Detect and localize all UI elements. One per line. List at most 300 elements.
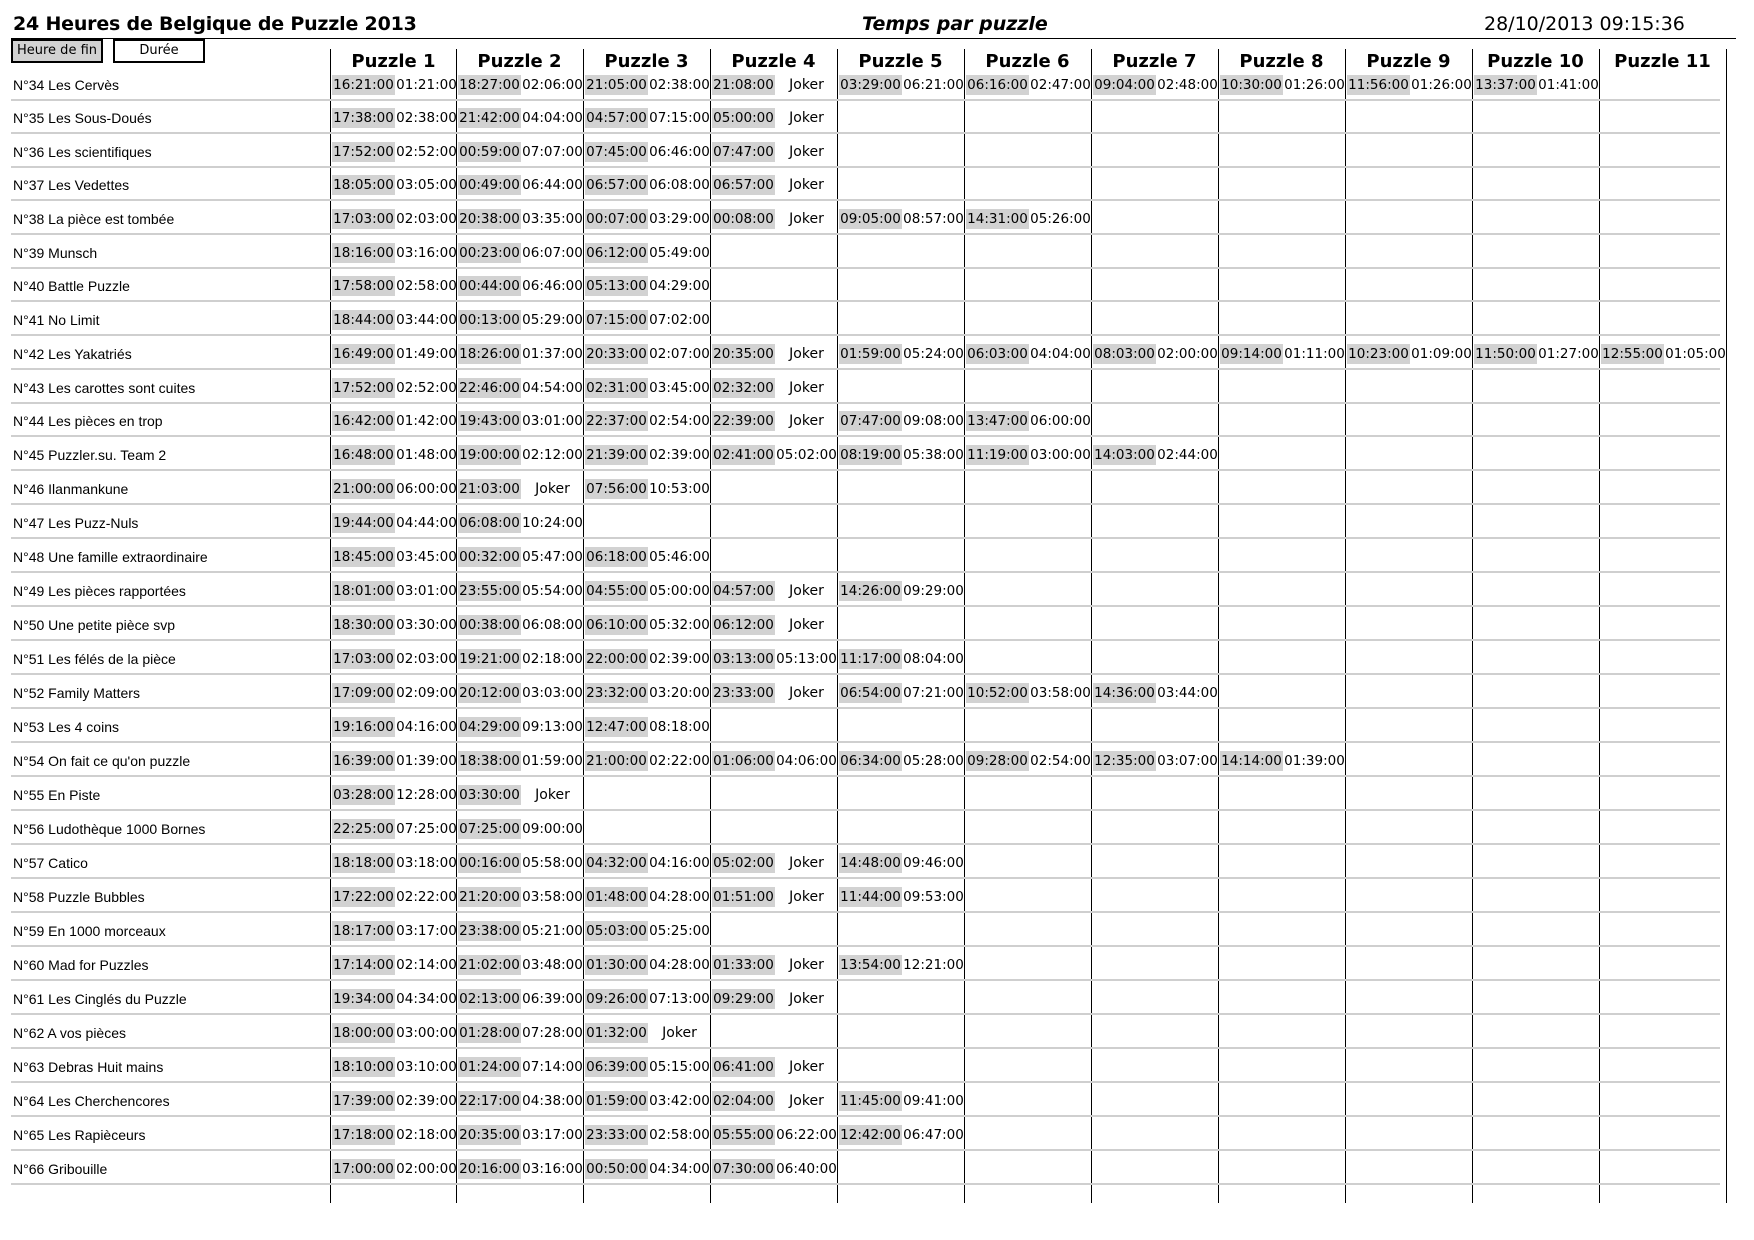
end-time-cell: 00:08:00 — [713, 211, 774, 227]
team-name: N°62 A vos pièces — [13, 1025, 126, 1041]
table-row — [0, 268, 1754, 302]
end-time-cell: 02:41:00 — [713, 447, 774, 463]
table-row — [0, 607, 1754, 641]
page-title: 24 Heures de Belgique de Puzzle 2013 — [13, 13, 417, 35]
end-time-cell: 01:32:00 — [586, 1025, 647, 1041]
joker-cell: Joker — [789, 144, 824, 160]
end-time-cell: 00:50:00 — [586, 1161, 647, 1177]
end-time-cell: 18:45:00 — [333, 549, 394, 565]
team-name: N°46 Ilanmankune — [13, 481, 129, 497]
duration-cell: 02:14:00 — [396, 957, 457, 973]
end-time-cell: 07:15:00 — [586, 312, 647, 328]
duration-cell: 04:16:00 — [396, 719, 457, 735]
column-header: Puzzle 11 — [1614, 51, 1711, 72]
end-time-cell: 03:29:00 — [840, 77, 901, 93]
end-time-cell: 21:00:00 — [586, 753, 647, 769]
duration-cell: 06:22:00 — [776, 1127, 837, 1143]
column-header: Puzzle 6 — [985, 51, 1070, 72]
duration-cell: 05:26:00 — [1030, 211, 1091, 227]
duration-cell: 05:46:00 — [649, 549, 710, 565]
table-row — [0, 709, 1754, 743]
duration-cell: 03:17:00 — [396, 923, 457, 939]
table-row — [0, 879, 1754, 913]
team-name: N°34 Les Cervès — [13, 77, 119, 93]
end-time-cell: 02:13:00 — [459, 991, 520, 1007]
duration-cell: 07:14:00 — [522, 1059, 583, 1075]
end-time-cell: 17:09:00 — [333, 685, 394, 701]
end-time-cell: 03:28:00 — [333, 787, 394, 803]
duration-cell: 05:54:00 — [522, 583, 583, 599]
joker-cell: Joker — [789, 855, 824, 871]
team-name: N°58 Puzzle Bubbles — [13, 889, 145, 905]
end-time-cell: 20:12:00 — [459, 685, 520, 701]
duration-cell: 04:06:00 — [776, 753, 837, 769]
duration-cell: 07:25:00 — [396, 821, 457, 837]
table-row — [0, 1083, 1754, 1117]
end-time-cell: 06:18:00 — [586, 549, 647, 565]
duration-cell: 03:20:00 — [649, 685, 710, 701]
duration-cell: 02:54:00 — [649, 413, 710, 429]
end-time-cell: 05:03:00 — [586, 923, 647, 939]
team-name: N°57 Catico — [13, 855, 88, 871]
team-name: N°45 Puzzler.su. Team 2 — [13, 447, 167, 463]
end-time-cell: 19:16:00 — [333, 719, 394, 735]
duration-cell: 04:44:00 — [396, 515, 457, 531]
duration-cell: 03:17:00 — [522, 1127, 583, 1143]
duration-cell: 02:07:00 — [649, 346, 710, 362]
end-time-cell: 06:12:00 — [586, 245, 647, 261]
end-time-cell: 00:44:00 — [459, 278, 520, 294]
table-row — [0, 845, 1754, 879]
end-time-cell: 02:31:00 — [586, 380, 647, 396]
end-time-cell: 17:38:00 — [333, 110, 394, 126]
end-time-cell: 03:30:00 — [459, 787, 520, 803]
duration-cell: 09:41:00 — [903, 1093, 964, 1109]
end-time-cell: 19:44:00 — [333, 515, 394, 531]
duration-cell: 06:46:00 — [522, 278, 583, 294]
joker-cell: Joker — [789, 110, 824, 126]
end-time-cell: 07:25:00 — [459, 821, 520, 837]
end-time-cell: 16:21:00 — [333, 77, 394, 93]
duration-cell: 03:29:00 — [649, 211, 710, 227]
end-time-cell: 21:42:00 — [459, 110, 520, 126]
team-name: N°35 Les Sous-Doués — [13, 110, 152, 126]
duration-cell: 07:28:00 — [522, 1025, 583, 1041]
duration-cell: 12:28:00 — [396, 787, 457, 803]
joker-cell: Joker — [789, 991, 824, 1007]
table-row — [0, 370, 1754, 404]
end-time-cell: 01:30:00 — [586, 957, 647, 973]
end-time-cell: 00:49:00 — [459, 177, 520, 193]
end-time-cell: 17:52:00 — [333, 380, 394, 396]
end-time-cell: 06:12:00 — [713, 617, 774, 633]
end-time-cell: 01:48:00 — [586, 889, 647, 905]
end-time-cell: 16:39:00 — [333, 753, 394, 769]
duration-cell: 02:58:00 — [396, 278, 457, 294]
table-row — [0, 743, 1754, 777]
end-time-cell: 14:48:00 — [840, 855, 901, 871]
duration-cell: 09:13:00 — [522, 719, 583, 735]
duration-cell: 01:37:00 — [522, 346, 583, 362]
end-time-cell: 18:27:00 — [459, 77, 520, 93]
duration-cell: 03:16:00 — [396, 245, 457, 261]
end-time-cell: 11:56:00 — [1348, 77, 1409, 93]
duration-cell: 08:57:00 — [903, 211, 964, 227]
table-row — [0, 437, 1754, 471]
duration-cell: 02:03:00 — [396, 211, 457, 227]
end-time-cell: 13:37:00 — [1475, 77, 1536, 93]
duration-cell: 09:46:00 — [903, 855, 964, 871]
column-header: Puzzle 8 — [1239, 51, 1324, 72]
team-name: N°49 Les pièces rapportées — [13, 583, 186, 599]
duration-cell: 03:18:00 — [396, 855, 457, 871]
joker-cell: Joker — [789, 957, 824, 973]
end-time-cell: 19:34:00 — [333, 991, 394, 1007]
duration-cell: 06:07:00 — [522, 245, 583, 261]
end-time-cell: 01:59:00 — [586, 1093, 647, 1109]
team-name: N°39 Munsch — [13, 245, 98, 261]
team-name: N°56 Ludothèque 1000 Bornes — [13, 821, 206, 837]
end-time-cell: 09:05:00 — [840, 211, 901, 227]
end-time-cell: 14:03:00 — [1094, 447, 1155, 463]
end-time-cell: 06:54:00 — [840, 685, 901, 701]
table-row — [0, 539, 1754, 573]
table-row — [0, 1049, 1754, 1083]
end-time-cell: 07:47:00 — [840, 413, 901, 429]
end-time-cell: 00:32:00 — [459, 549, 520, 565]
duration-cell: 03:44:00 — [396, 312, 457, 328]
duration-cell: 02:03:00 — [396, 651, 457, 667]
end-time-cell: 07:45:00 — [586, 144, 647, 160]
table-row — [0, 573, 1754, 607]
table-row — [0, 1117, 1754, 1151]
end-time-cell: 14:26:00 — [840, 583, 901, 599]
team-name: N°42 Les Yakatriés — [13, 346, 132, 362]
joker-cell: Joker — [789, 889, 824, 905]
column-header: Puzzle 5 — [858, 51, 943, 72]
duration-cell: 01:48:00 — [396, 447, 457, 463]
team-name: N°61 Les Cinglés du Puzzle — [13, 991, 187, 1007]
end-time-cell: 17:52:00 — [333, 144, 394, 160]
duration-cell: 07:13:00 — [649, 991, 710, 1007]
end-time-cell: 18:38:00 — [459, 753, 520, 769]
duration-cell: 05:49:00 — [649, 245, 710, 261]
joker-cell: Joker — [535, 481, 570, 497]
duration-cell: 03:58:00 — [522, 889, 583, 905]
duration-cell: 03:10:00 — [396, 1059, 457, 1075]
end-time-cell: 06:08:00 — [459, 515, 520, 531]
duration-cell: 05:13:00 — [776, 651, 837, 667]
end-time-cell: 21:03:00 — [459, 481, 520, 497]
end-time-cell: 22:00:00 — [586, 651, 647, 667]
duration-cell: 02:48:00 — [1157, 77, 1218, 93]
end-time-cell: 21:00:00 — [333, 481, 394, 497]
team-name: N°63 Debras Huit mains — [13, 1059, 164, 1075]
end-time-cell: 09:26:00 — [586, 991, 647, 1007]
end-time-cell: 20:16:00 — [459, 1161, 520, 1177]
table-row — [0, 336, 1754, 370]
duration-cell: 12:21:00 — [903, 957, 964, 973]
end-time-cell: 09:29:00 — [713, 991, 774, 1007]
end-time-cell: 18:16:00 — [333, 245, 394, 261]
team-name: N°47 Les Puzz-Nuls — [13, 515, 139, 531]
end-time-cell: 06:41:00 — [713, 1059, 774, 1075]
duration-cell: 06:21:00 — [903, 77, 964, 93]
duration-cell: 08:04:00 — [903, 651, 964, 667]
table-row — [0, 167, 1754, 201]
joker-cell: Joker — [789, 380, 824, 396]
team-name: N°48 Une famille extraordinaire — [13, 549, 208, 565]
duration-cell: 06:08:00 — [649, 177, 710, 193]
duration-cell: 04:04:00 — [1030, 346, 1091, 362]
duration-cell: 03:07:00 — [1157, 753, 1218, 769]
duration-cell: 01:39:00 — [1284, 753, 1345, 769]
end-time-cell: 16:48:00 — [333, 447, 394, 463]
table-row — [0, 947, 1754, 981]
duration-cell: 05:32:00 — [649, 617, 710, 633]
duration-cell: 03:30:00 — [396, 617, 457, 633]
end-time-cell: 17:14:00 — [333, 957, 394, 973]
joker-cell: Joker — [789, 685, 824, 701]
team-name: N°52 Family Matters — [13, 685, 140, 701]
end-time-cell: 00:13:00 — [459, 312, 520, 328]
end-time-cell: 06:57:00 — [586, 177, 647, 193]
table-row — [0, 505, 1754, 539]
duration-cell: 01:09:00 — [1411, 346, 1472, 362]
end-time-cell: 06:16:00 — [967, 77, 1028, 93]
end-time-cell: 08:19:00 — [840, 447, 901, 463]
duration-cell: 01:49:00 — [396, 346, 457, 362]
duration-cell: 02:38:00 — [396, 110, 457, 126]
duration-cell: 05:29:00 — [522, 312, 583, 328]
end-time-cell: 04:57:00 — [586, 110, 647, 126]
duration-cell: 05:21:00 — [522, 923, 583, 939]
duration-cell: 02:44:00 — [1157, 447, 1218, 463]
duration-cell: 02:18:00 — [522, 651, 583, 667]
end-time-cell: 18:01:00 — [333, 583, 394, 599]
duration-cell: 02:47:00 — [1030, 77, 1091, 93]
end-time-cell: 17:58:00 — [333, 278, 394, 294]
duration-cell: 06:46:00 — [649, 144, 710, 160]
duration-cell: 02:18:00 — [396, 1127, 457, 1143]
end-time-cell: 22:37:00 — [586, 413, 647, 429]
team-name: N°50 Une petite pièce svp — [13, 617, 176, 633]
duration-cell: 03:01:00 — [396, 583, 457, 599]
duration-cell: 01:39:00 — [396, 753, 457, 769]
end-time-cell: 23:55:00 — [459, 583, 520, 599]
duration-cell: 02:09:00 — [396, 685, 457, 701]
duration-cell: 06:08:00 — [522, 617, 583, 633]
duration-cell: 03:44:00 — [1157, 685, 1218, 701]
table-row — [0, 67, 1754, 101]
end-time-cell: 10:52:00 — [967, 685, 1028, 701]
duration-cell: 04:38:00 — [522, 1093, 583, 1109]
column-header: Puzzle 7 — [1112, 51, 1197, 72]
duration-cell: 05:15:00 — [649, 1059, 710, 1075]
end-time-cell: 17:18:00 — [333, 1127, 394, 1143]
print-datetime: 28/10/2013 09:15:36 — [1484, 13, 1685, 35]
column-header: Puzzle 2 — [477, 51, 562, 72]
table-row — [0, 471, 1754, 505]
duration-cell: 03:05:00 — [396, 177, 457, 193]
end-time-cell: 08:03:00 — [1094, 346, 1155, 362]
end-time-cell: 12:35:00 — [1094, 753, 1155, 769]
end-time-cell: 18:17:00 — [333, 923, 394, 939]
end-time-cell: 13:54:00 — [840, 957, 901, 973]
end-time-cell: 23:33:00 — [586, 1127, 647, 1143]
duration-cell: 02:52:00 — [396, 380, 457, 396]
end-time-cell: 23:32:00 — [586, 685, 647, 701]
duration-cell: 03:03:00 — [522, 685, 583, 701]
end-time-cell: 20:35:00 — [459, 1127, 520, 1143]
duration-cell: 02:39:00 — [649, 447, 710, 463]
duration-cell: 05:28:00 — [903, 753, 964, 769]
end-time-cell: 20:33:00 — [586, 346, 647, 362]
duration-cell: 01:41:00 — [1538, 77, 1599, 93]
end-time-cell: 20:38:00 — [459, 211, 520, 227]
end-time-cell: 06:39:00 — [586, 1059, 647, 1075]
duration-cell: 05:47:00 — [522, 549, 583, 565]
end-time-cell: 22:25:00 — [333, 821, 394, 837]
duration-cell: 09:08:00 — [903, 413, 964, 429]
duration-cell: 02:12:00 — [522, 447, 583, 463]
end-time-cell: 22:17:00 — [459, 1093, 520, 1109]
end-time-cell: 02:32:00 — [713, 380, 774, 396]
duration-cell: 04:28:00 — [649, 889, 710, 905]
duration-cell: 05:38:00 — [903, 447, 964, 463]
duration-cell: 06:39:00 — [522, 991, 583, 1007]
duration-cell: 07:21:00 — [903, 685, 964, 701]
end-time-cell: 04:32:00 — [586, 855, 647, 871]
joker-cell: Joker — [789, 1093, 824, 1109]
end-time-cell: 21:08:00 — [713, 77, 774, 93]
end-time-cell: 14:14:00 — [1221, 753, 1282, 769]
team-name: N°41 No Limit — [13, 312, 100, 328]
end-time-cell: 12:42:00 — [840, 1127, 901, 1143]
duration-cell: 03:45:00 — [396, 549, 457, 565]
end-time-cell: 11:45:00 — [840, 1093, 901, 1109]
joker-cell: Joker — [789, 1059, 824, 1075]
column-header: Puzzle 9 — [1366, 51, 1451, 72]
end-time-cell: 21:39:00 — [586, 447, 647, 463]
end-time-cell: 01:59:00 — [840, 346, 901, 362]
end-time-cell: 21:05:00 — [586, 77, 647, 93]
end-time-cell: 21:02:00 — [459, 957, 520, 973]
end-time-cell: 04:55:00 — [586, 583, 647, 599]
end-time-cell: 01:28:00 — [459, 1025, 520, 1041]
joker-cell: Joker — [789, 413, 824, 429]
duration-cell: 02:54:00 — [1030, 753, 1091, 769]
team-name: N°38 La pièce est tombée — [13, 211, 175, 227]
end-time-cell: 00:38:00 — [459, 617, 520, 633]
end-time-cell: 06:57:00 — [713, 177, 774, 193]
duration-cell: 02:00:00 — [396, 1161, 457, 1177]
end-time-cell: 01:33:00 — [713, 957, 774, 973]
table-row — [0, 1015, 1754, 1049]
table-row — [0, 913, 1754, 947]
duration-cell: 01:27:00 — [1538, 346, 1599, 362]
team-name: N°40 Battle Puzzle — [13, 278, 130, 294]
end-time-cell: 20:35:00 — [713, 346, 774, 362]
end-time-cell: 12:47:00 — [586, 719, 647, 735]
duration-cell: 02:39:00 — [649, 651, 710, 667]
end-time-cell: 18:30:00 — [333, 617, 394, 633]
duration-cell: 02:39:00 — [396, 1093, 457, 1109]
team-name: N°51 Les félés de la pièce — [13, 651, 176, 667]
end-time-cell: 16:49:00 — [333, 346, 394, 362]
duration-cell: 03:16:00 — [522, 1161, 583, 1177]
table-row — [0, 675, 1754, 709]
end-time-cell: 18:26:00 — [459, 346, 520, 362]
end-time-cell: 09:28:00 — [967, 753, 1028, 769]
duration-cell: 02:22:00 — [649, 753, 710, 769]
end-time-cell: 05:55:00 — [713, 1127, 774, 1143]
end-time-cell: 00:23:00 — [459, 245, 520, 261]
legend-end-time: Heure de fin — [11, 39, 103, 63]
table-row — [0, 201, 1754, 235]
end-time-cell: 00:16:00 — [459, 855, 520, 871]
duration-cell: 07:15:00 — [649, 110, 710, 126]
duration-cell: 07:02:00 — [649, 312, 710, 328]
duration-cell: 04:29:00 — [649, 278, 710, 294]
end-time-cell: 01:06:00 — [713, 753, 774, 769]
end-time-cell: 23:33:00 — [713, 685, 774, 701]
team-name: N°43 Les carottes sont cuites — [13, 380, 196, 396]
end-time-cell: 11:17:00 — [840, 651, 901, 667]
end-time-cell: 17:03:00 — [333, 651, 394, 667]
column-header: Puzzle 4 — [731, 51, 816, 72]
row-separator — [11, 1183, 1720, 1185]
end-time-cell: 18:44:00 — [333, 312, 394, 328]
table-row — [0, 981, 1754, 1015]
team-name: N°36 Les scientifiques — [13, 144, 152, 160]
table-row — [0, 100, 1754, 134]
end-time-cell: 18:18:00 — [333, 855, 394, 871]
duration-cell: 10:53:00 — [649, 481, 710, 497]
end-time-cell: 13:47:00 — [967, 413, 1028, 429]
joker-cell: Joker — [662, 1025, 697, 1041]
duration-cell: 06:44:00 — [522, 177, 583, 193]
duration-cell: 02:00:00 — [1157, 346, 1218, 362]
end-time-cell: 17:22:00 — [333, 889, 394, 905]
end-time-cell: 01:51:00 — [713, 889, 774, 905]
end-time-cell: 11:44:00 — [840, 889, 901, 905]
end-time-cell: 10:23:00 — [1348, 346, 1409, 362]
end-time-cell: 00:07:00 — [586, 211, 647, 227]
end-time-cell: 18:00:00 — [333, 1025, 394, 1041]
table-row — [0, 235, 1754, 269]
duration-cell: 04:54:00 — [522, 380, 583, 396]
team-name: N°44 Les pièces en trop — [13, 413, 163, 429]
joker-cell: Joker — [789, 177, 824, 193]
end-time-cell: 07:30:00 — [713, 1161, 774, 1177]
duration-cell: 05:58:00 — [522, 855, 583, 871]
end-time-cell: 06:34:00 — [840, 753, 901, 769]
joker-cell: Joker — [789, 617, 824, 633]
table-row — [0, 302, 1754, 336]
end-time-cell: 07:47:00 — [713, 144, 774, 160]
end-time-cell: 21:20:00 — [459, 889, 520, 905]
duration-cell: 02:58:00 — [649, 1127, 710, 1143]
end-time-cell: 09:04:00 — [1094, 77, 1155, 93]
end-time-cell: 16:42:00 — [333, 413, 394, 429]
team-name: N°54 On fait ce qu'on puzzle — [13, 753, 191, 769]
end-time-cell: 05:02:00 — [713, 855, 774, 871]
end-time-cell: 17:03:00 — [333, 211, 394, 227]
duration-cell: 03:48:00 — [522, 957, 583, 973]
end-time-cell: 06:10:00 — [586, 617, 647, 633]
team-name: N°37 Les Vedettes — [13, 177, 130, 193]
